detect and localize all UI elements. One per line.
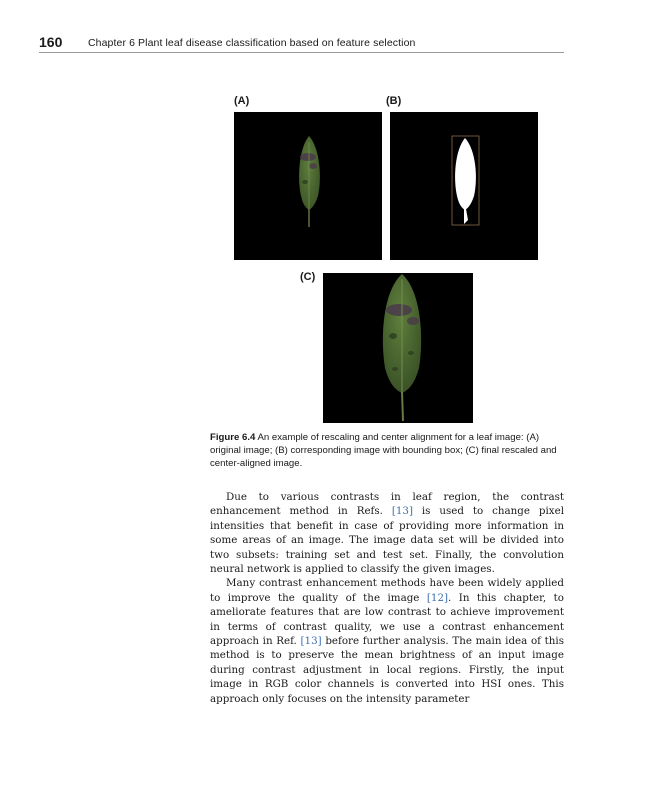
- lesion-spot: [300, 153, 316, 161]
- leaf-stem: [402, 392, 403, 421]
- figure-caption: [210, 431, 565, 470]
- lesion-spot: [302, 180, 308, 184]
- paragraph-text: . In this chapter, to ameliorate features that are low contrast to achieve improvement in terms of contrast quality, we use a contrast enhancement approach in Ref.: [210, 591, 564, 648]
- panel-label-a: (A): [234, 95, 250, 107]
- panel-label-c: (C): [300, 271, 316, 283]
- paragraph-text: is used to change pixel intensities that benefit in case of providing more information in some areas of an image. The image data set will be divided into two subsets: training set and test set. Finally, the convolution neural network is applied to classify the given images.: [210, 505, 564, 576]
- figure-caption-text: An example of rescaling and center alignment for a leaf image: (A) original image; (B) corresponding image with bounding box; (C) final rescaled and center-aligned image.: [210, 432, 557, 469]
- lesion-spot: [389, 333, 397, 339]
- leaf-mask: [455, 138, 476, 210]
- figure-caption-label: Figure 6.4: [210, 432, 256, 443]
- leaf-mask-image: [390, 112, 538, 260]
- leaf-image-rescaled: [323, 273, 473, 423]
- page-number: 160: [39, 34, 63, 50]
- panel-c-rescaled-image: [323, 273, 473, 423]
- panel-b-mask-with-bounding-box: [390, 112, 538, 260]
- lesion-spot: [386, 304, 412, 316]
- paragraph-text: Due to various contrasts in leaf region, the contrast enhancement method in Refs.: [210, 491, 564, 518]
- paragraph-1: [210, 490, 564, 576]
- lesion-spot: [407, 317, 419, 325]
- chapter-title: Chapter 6 Plant leaf disease classification based on feature selection: [88, 37, 416, 49]
- paragraph-text: Many contrast enhancement methods have been widely applied to improve the quality of the image: [210, 577, 564, 604]
- running-head: [39, 34, 564, 53]
- leaf-mask-stem: [464, 209, 468, 224]
- leaf-shape: [299, 136, 320, 210]
- citation-link[interactable]: [12]: [426, 591, 449, 604]
- leaf-image-original: [234, 112, 382, 260]
- lesion-spot: [408, 351, 414, 355]
- citation-link[interactable]: [13]: [391, 505, 413, 518]
- lesion-spot: [392, 367, 398, 371]
- citation-link[interactable]: [13]: [300, 635, 322, 648]
- body-text: [210, 490, 564, 706]
- panel-label-b: (B): [386, 95, 402, 107]
- lesion-spot: [309, 163, 317, 169]
- paragraph-text: before further analysis. The main idea of this method is to preserve the mean brightness of an input image during contrast adjustment in local regions. Firstly, the input image in RGB color channels is converted into HSI ones. This approach only focuses on the intensity parameter: [210, 635, 564, 705]
- panel-a-original-image: [234, 112, 382, 260]
- paragraph-2: [210, 576, 564, 706]
